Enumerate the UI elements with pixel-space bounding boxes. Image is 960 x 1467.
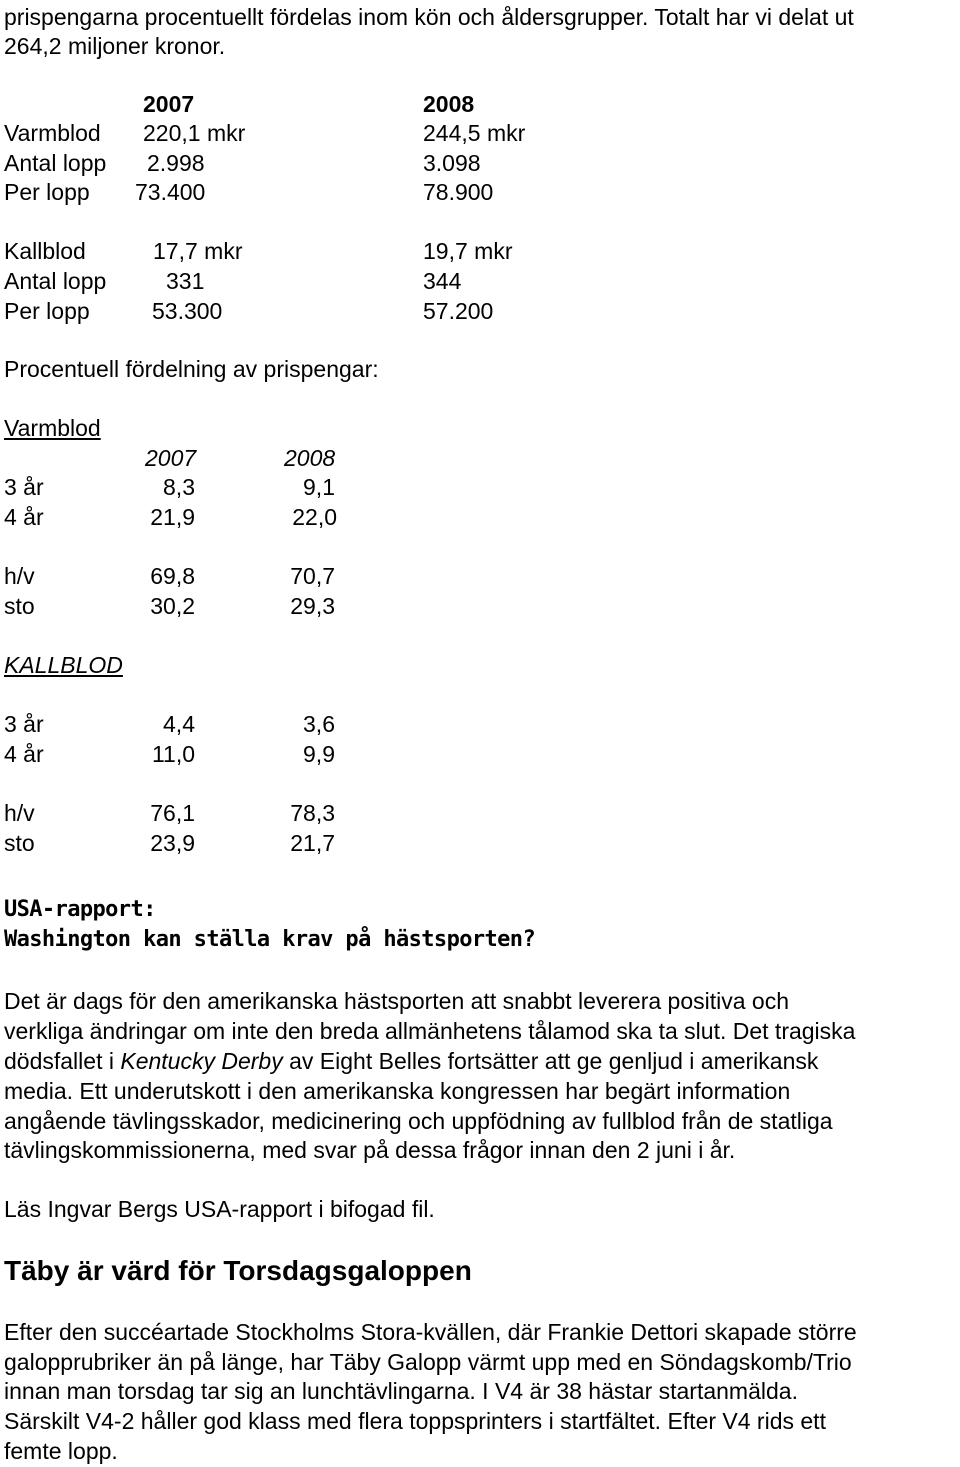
- cell-value: 22,0: [292, 504, 337, 530]
- cell-value: 78.900: [423, 179, 494, 205]
- year-header-2007: 2007: [143, 91, 195, 117]
- row-label: Per lopp: [4, 179, 90, 205]
- row-label: h/v: [4, 563, 35, 589]
- cell-value: 21,7: [290, 830, 335, 856]
- year-header-2008: 2008: [284, 445, 336, 471]
- row-label: sto: [4, 830, 35, 856]
- row-label: Per lopp: [4, 298, 90, 324]
- paragraph-line: Efter den succéartade Stockholms Stora-kvällen, där Frankie Dettori skapade större: [4, 1319, 857, 1345]
- row-label: sto: [4, 593, 35, 619]
- cell-value: 17,7 mkr: [153, 238, 243, 264]
- cell-value: 220,1 mkr: [143, 120, 246, 146]
- row-label: Kallblod: [4, 238, 86, 264]
- cell-value: 70,7: [290, 563, 335, 589]
- paragraph-line: angående tävlingsskador, medicinering och uppfödning av fullblod från de statliga: [4, 1108, 833, 1134]
- section-title-varmblod: Varmblod: [4, 415, 101, 441]
- cell-value: 344: [423, 268, 462, 294]
- paragraph-line: Det är dags för den amerikanska hästsporten att snabbt leverera positiva och: [4, 988, 789, 1014]
- paragraph-line: Särskilt V4-2 håller god klass med flera toppsprinters i startfältet. Efter V4 rids ett: [4, 1408, 826, 1434]
- row-label: h/v: [4, 800, 35, 826]
- paragraph-line: innan man torsdag tar sig an lunchtävlingarna. I V4 är 38 hästar startanmälda.: [4, 1378, 798, 1404]
- race-name: Kentucky Derby: [120, 1048, 283, 1074]
- cell-value: 57.200: [423, 298, 494, 324]
- row-label: Varmblod: [4, 120, 101, 146]
- paragraph-line: galopprubriker än på länge, har Täby Galopp värmt upp med en Söndagskomb/Trio: [4, 1349, 852, 1375]
- row-label: 3 år: [4, 474, 44, 500]
- cell-value: 69,8: [150, 563, 195, 589]
- cell-value: 53.300: [152, 298, 223, 324]
- row-label: 4 år: [4, 504, 44, 530]
- cell-value: 8,3: [163, 474, 195, 500]
- cell-value: 21,9: [150, 504, 195, 530]
- cell-value: 23,9: [150, 830, 195, 856]
- paragraph-line: [4, 1046, 818, 1076]
- intro-line: prispengarna procentuellt fördelas inom kön och åldersgrupper. Totalt har vi delat ut: [4, 4, 854, 30]
- taby-heading: Täby är värd för Torsdagsgaloppen: [4, 1255, 472, 1286]
- paragraph-line: femte lopp.: [4, 1438, 118, 1464]
- section-title-kallblod: KALLBLOD: [4, 652, 123, 678]
- row-label: Antal lopp: [4, 268, 107, 294]
- paragraph-line: media. Ett underutskott i den amerikanska kongressen har begärt information: [4, 1078, 791, 1104]
- cell-value: 11,0: [151, 741, 195, 767]
- paragraph-line: verkliga ändringar om inte den breda allmänhetens tålamod ska ta slut. Det tragiska: [4, 1018, 856, 1044]
- row-label: 3 år: [4, 711, 44, 737]
- distribution-heading: Procentuell fördelning av prispengar:: [4, 356, 379, 382]
- cell-value: 3.098: [423, 150, 481, 176]
- cell-value: 19,7 mkr: [423, 238, 513, 264]
- cell-value: 9,9: [303, 741, 335, 767]
- paragraph-line: tävlingskommissionerna, med svar på dessa frågor innan den 2 juni i år.: [4, 1137, 736, 1163]
- cell-value: 244,5 mkr: [423, 120, 526, 146]
- row-label: Antal lopp: [4, 150, 107, 176]
- cell-value: 78,3: [290, 800, 335, 826]
- usa-heading: USA-rapport:: [4, 897, 156, 922]
- cell-value: 30,2: [150, 593, 195, 619]
- intro-line: 264,2 miljoner kronor.: [4, 33, 226, 59]
- read-more-text: Läs Ingvar Bergs USA-rapport i bifogad fil.: [4, 1196, 435, 1222]
- cell-value: 331: [166, 268, 205, 294]
- cell-value: 2.998: [147, 150, 205, 176]
- cell-value: 3,6: [303, 711, 335, 737]
- usa-subheading: Washington kan ställa krav på hästsporten?: [4, 927, 536, 952]
- cell-value: 73.400: [135, 179, 206, 205]
- row-label: 4 år: [4, 741, 44, 767]
- cell-value: 4,4: [163, 711, 195, 737]
- year-header-2007: 2007: [145, 445, 197, 471]
- text-run: av Eight Belles fortsätter att ge genljud i amerikansk: [282, 1048, 819, 1074]
- cell-value: 29,3: [290, 593, 335, 619]
- cell-value: 76,1: [150, 800, 195, 826]
- year-header-2008: 2008: [423, 91, 475, 117]
- text-run: dödsfallet i: [4, 1048, 121, 1074]
- cell-value: 9,1: [303, 474, 335, 500]
